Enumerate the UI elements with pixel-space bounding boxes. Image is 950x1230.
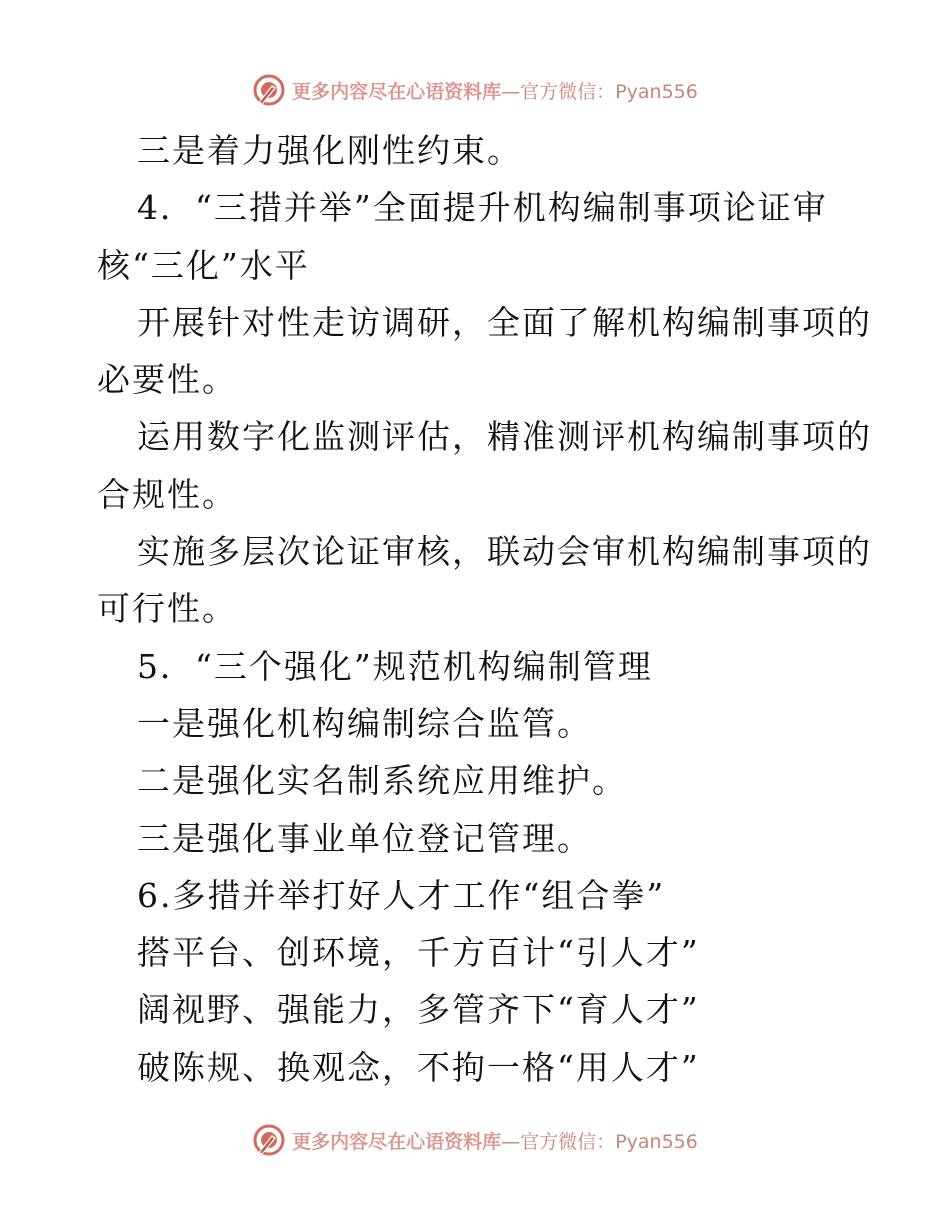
paragraph-line: 破陈规、换观念，不拘一格“用人才” (137, 1047, 700, 1087)
paragraph-line: 运用数字化监测评估，精准测评机构编制事项的 (137, 417, 872, 457)
paragraph-line: 三是着力强化刚性约束。 (137, 131, 522, 170)
document-body (97, 122, 877, 1096)
paragraph-line-continued: 必要性。 (97, 360, 237, 400)
paragraph-line: 三是强化事业单位登记管理。 (137, 818, 592, 858)
paragraph-line: 二是强化实名制系统应用维护。 (137, 761, 627, 801)
paragraph-line-continued: 合规性。 (97, 474, 237, 514)
paragraph-line: 开展针对性走访调研，全面了解机构编制事项的 (137, 302, 872, 342)
section-heading-continued: 核“三化”水平 (97, 245, 310, 285)
header-watermark-banner (0, 70, 950, 110)
seal-pen-logo-icon (252, 1123, 286, 1157)
footer-watermark-text: 更多内容尽在心语资料库—官方微信：Pyan556 (292, 1130, 698, 1153)
paragraph-line: 实施多层次论证审核，联动会审机构编制事项的 (137, 532, 872, 572)
seal-pen-logo-icon (252, 73, 286, 107)
paragraph-line: 阔视野、强能力，多管齐下“育人才” (137, 990, 700, 1030)
section-heading: 4．“三措并举”全面提升机构编制事项论证审 (137, 188, 828, 228)
section-heading: 6.多措并举打好人才工作“组合拳” (137, 875, 666, 915)
header-watermark-text: 更多内容尽在心语资料库—官方微信：Pyan556 (292, 80, 698, 103)
paragraph-line-continued: 可行性。 (97, 589, 237, 629)
section-heading: 5．“三个强化”规范机构编制管理 (137, 646, 653, 686)
footer-watermark-banner (0, 1120, 950, 1160)
paragraph-line: 搭平台、创环境，千方百计“引人才” (137, 933, 700, 973)
paragraph-line: 一是强化机构编制综合监管。 (137, 703, 592, 743)
